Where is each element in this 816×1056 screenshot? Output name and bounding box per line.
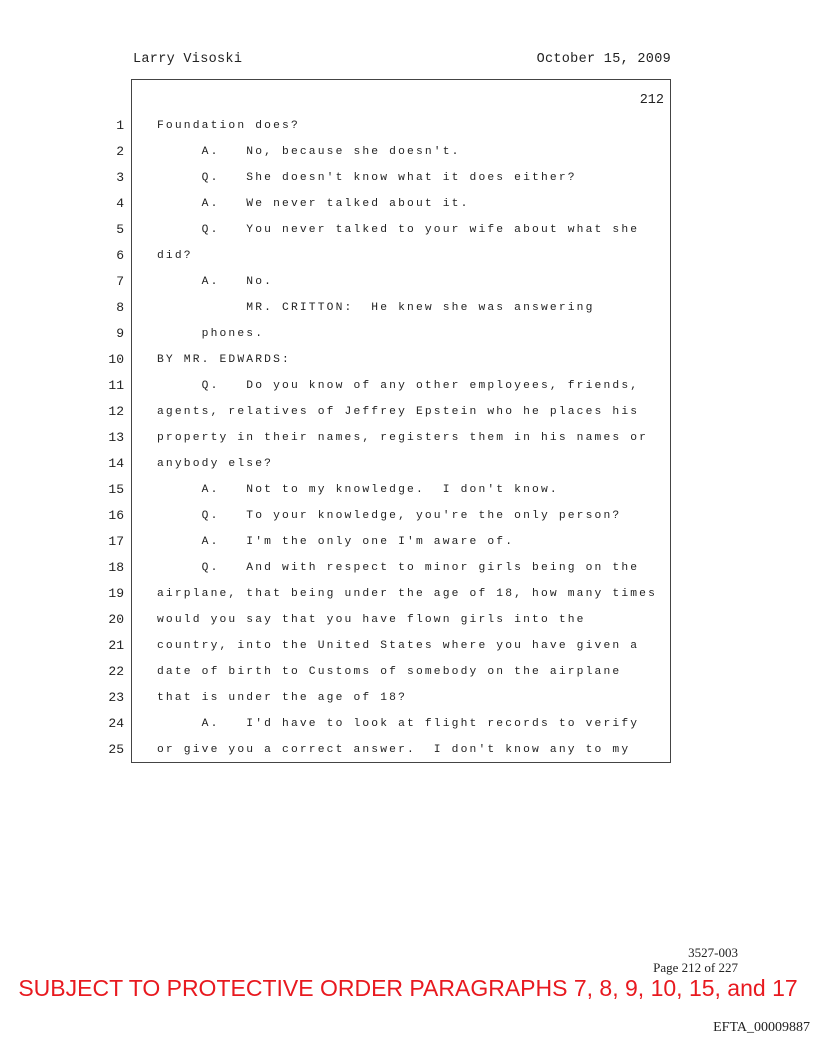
line-number: 4 (116, 196, 124, 211)
line-number: 7 (116, 274, 124, 289)
line-number: 25 (108, 742, 124, 757)
header-witness-name: Larry Visoski (133, 52, 243, 67)
line-number: 2 (116, 144, 124, 159)
line-number: 9 (116, 326, 124, 341)
line-number: 3 (116, 170, 124, 185)
line-number: 18 (108, 560, 124, 575)
transcript-line: would you say that you have flown girls into the (157, 614, 586, 626)
line-number: 6 (116, 248, 124, 263)
line-number: 10 (108, 352, 124, 367)
transcript-line: did? (157, 250, 193, 262)
transcript-line: A. I'm the only one I'm aware of. (157, 536, 515, 548)
transcript-line: A. No. (157, 276, 274, 288)
header-date: October 15, 2009 (536, 52, 671, 67)
line-number: 13 (108, 430, 124, 445)
transcript-line: Q. She doesn't know what it does either? (157, 172, 577, 184)
line-number: 5 (116, 222, 124, 237)
line-number: 1 (116, 118, 124, 133)
transcript-line: A. I'd have to look at flight records to verify (157, 718, 640, 730)
line-number: 16 (108, 508, 124, 523)
transcript-line: A. No, because she doesn't. (157, 146, 461, 158)
transcript-line: date of birth to Customs of somebody on the airplane (157, 666, 622, 678)
transcript-line: MR. CRITTON: He knew she was answering (157, 302, 595, 314)
line-number: 19 (108, 586, 124, 601)
transcript-line: A. Not to my knowledge. I don't know. (157, 484, 559, 496)
bates-page-count: Page 212 of 227 (653, 960, 738, 975)
line-number: 24 (108, 716, 124, 731)
transcript-line: Q. To your knowledge, you're the only person? (157, 510, 622, 522)
transcript-line: Q. You never talked to your wife about what she (157, 224, 640, 236)
transcript-line: agents, relatives of Jeffrey Epstein who he places his (157, 406, 640, 418)
protective-order-notice: SUBJECT TO PROTECTIVE ORDER PARAGRAPHS 7, 8, 9, 10, 15, and 17 (18, 975, 798, 1001)
line-number: 17 (108, 534, 124, 549)
transcript-line: anybody else? (157, 458, 274, 470)
transcript-line: airplane, that being under the age of 18, how many times (157, 588, 658, 600)
transcript-page-number: 212 (639, 93, 664, 108)
efta-stamp: EFTA_00009887 (713, 1020, 810, 1035)
transcript-line: phones. (157, 328, 265, 340)
line-number: 15 (108, 482, 124, 497)
transcript-line: Foundation does? (157, 120, 300, 132)
line-number: 20 (108, 612, 124, 627)
transcript-line: property in their names, registers them in his names or (157, 432, 649, 444)
line-number: 11 (108, 378, 124, 393)
transcript-line: A. We never talked about it. (157, 198, 470, 210)
bates-code: 3527-003 (688, 945, 738, 960)
line-number: 22 (108, 664, 124, 679)
transcript-line: Q. And with respect to minor girls being on the (157, 562, 640, 574)
line-number: 21 (108, 638, 124, 653)
transcript-line: Q. Do you know of any other employees, friends, (157, 380, 640, 392)
line-number: 14 (108, 456, 124, 471)
line-number: 12 (108, 404, 124, 419)
transcript-line: BY MR. EDWARDS: (157, 354, 291, 366)
transcript-line: country, into the United States where you have given a (157, 640, 640, 652)
transcript-line: that is under the age of 18? (157, 692, 408, 704)
transcript-line: or give you a correct answer. I don't know any to my (157, 744, 631, 756)
line-number: 8 (116, 300, 124, 315)
line-number: 23 (108, 690, 124, 705)
